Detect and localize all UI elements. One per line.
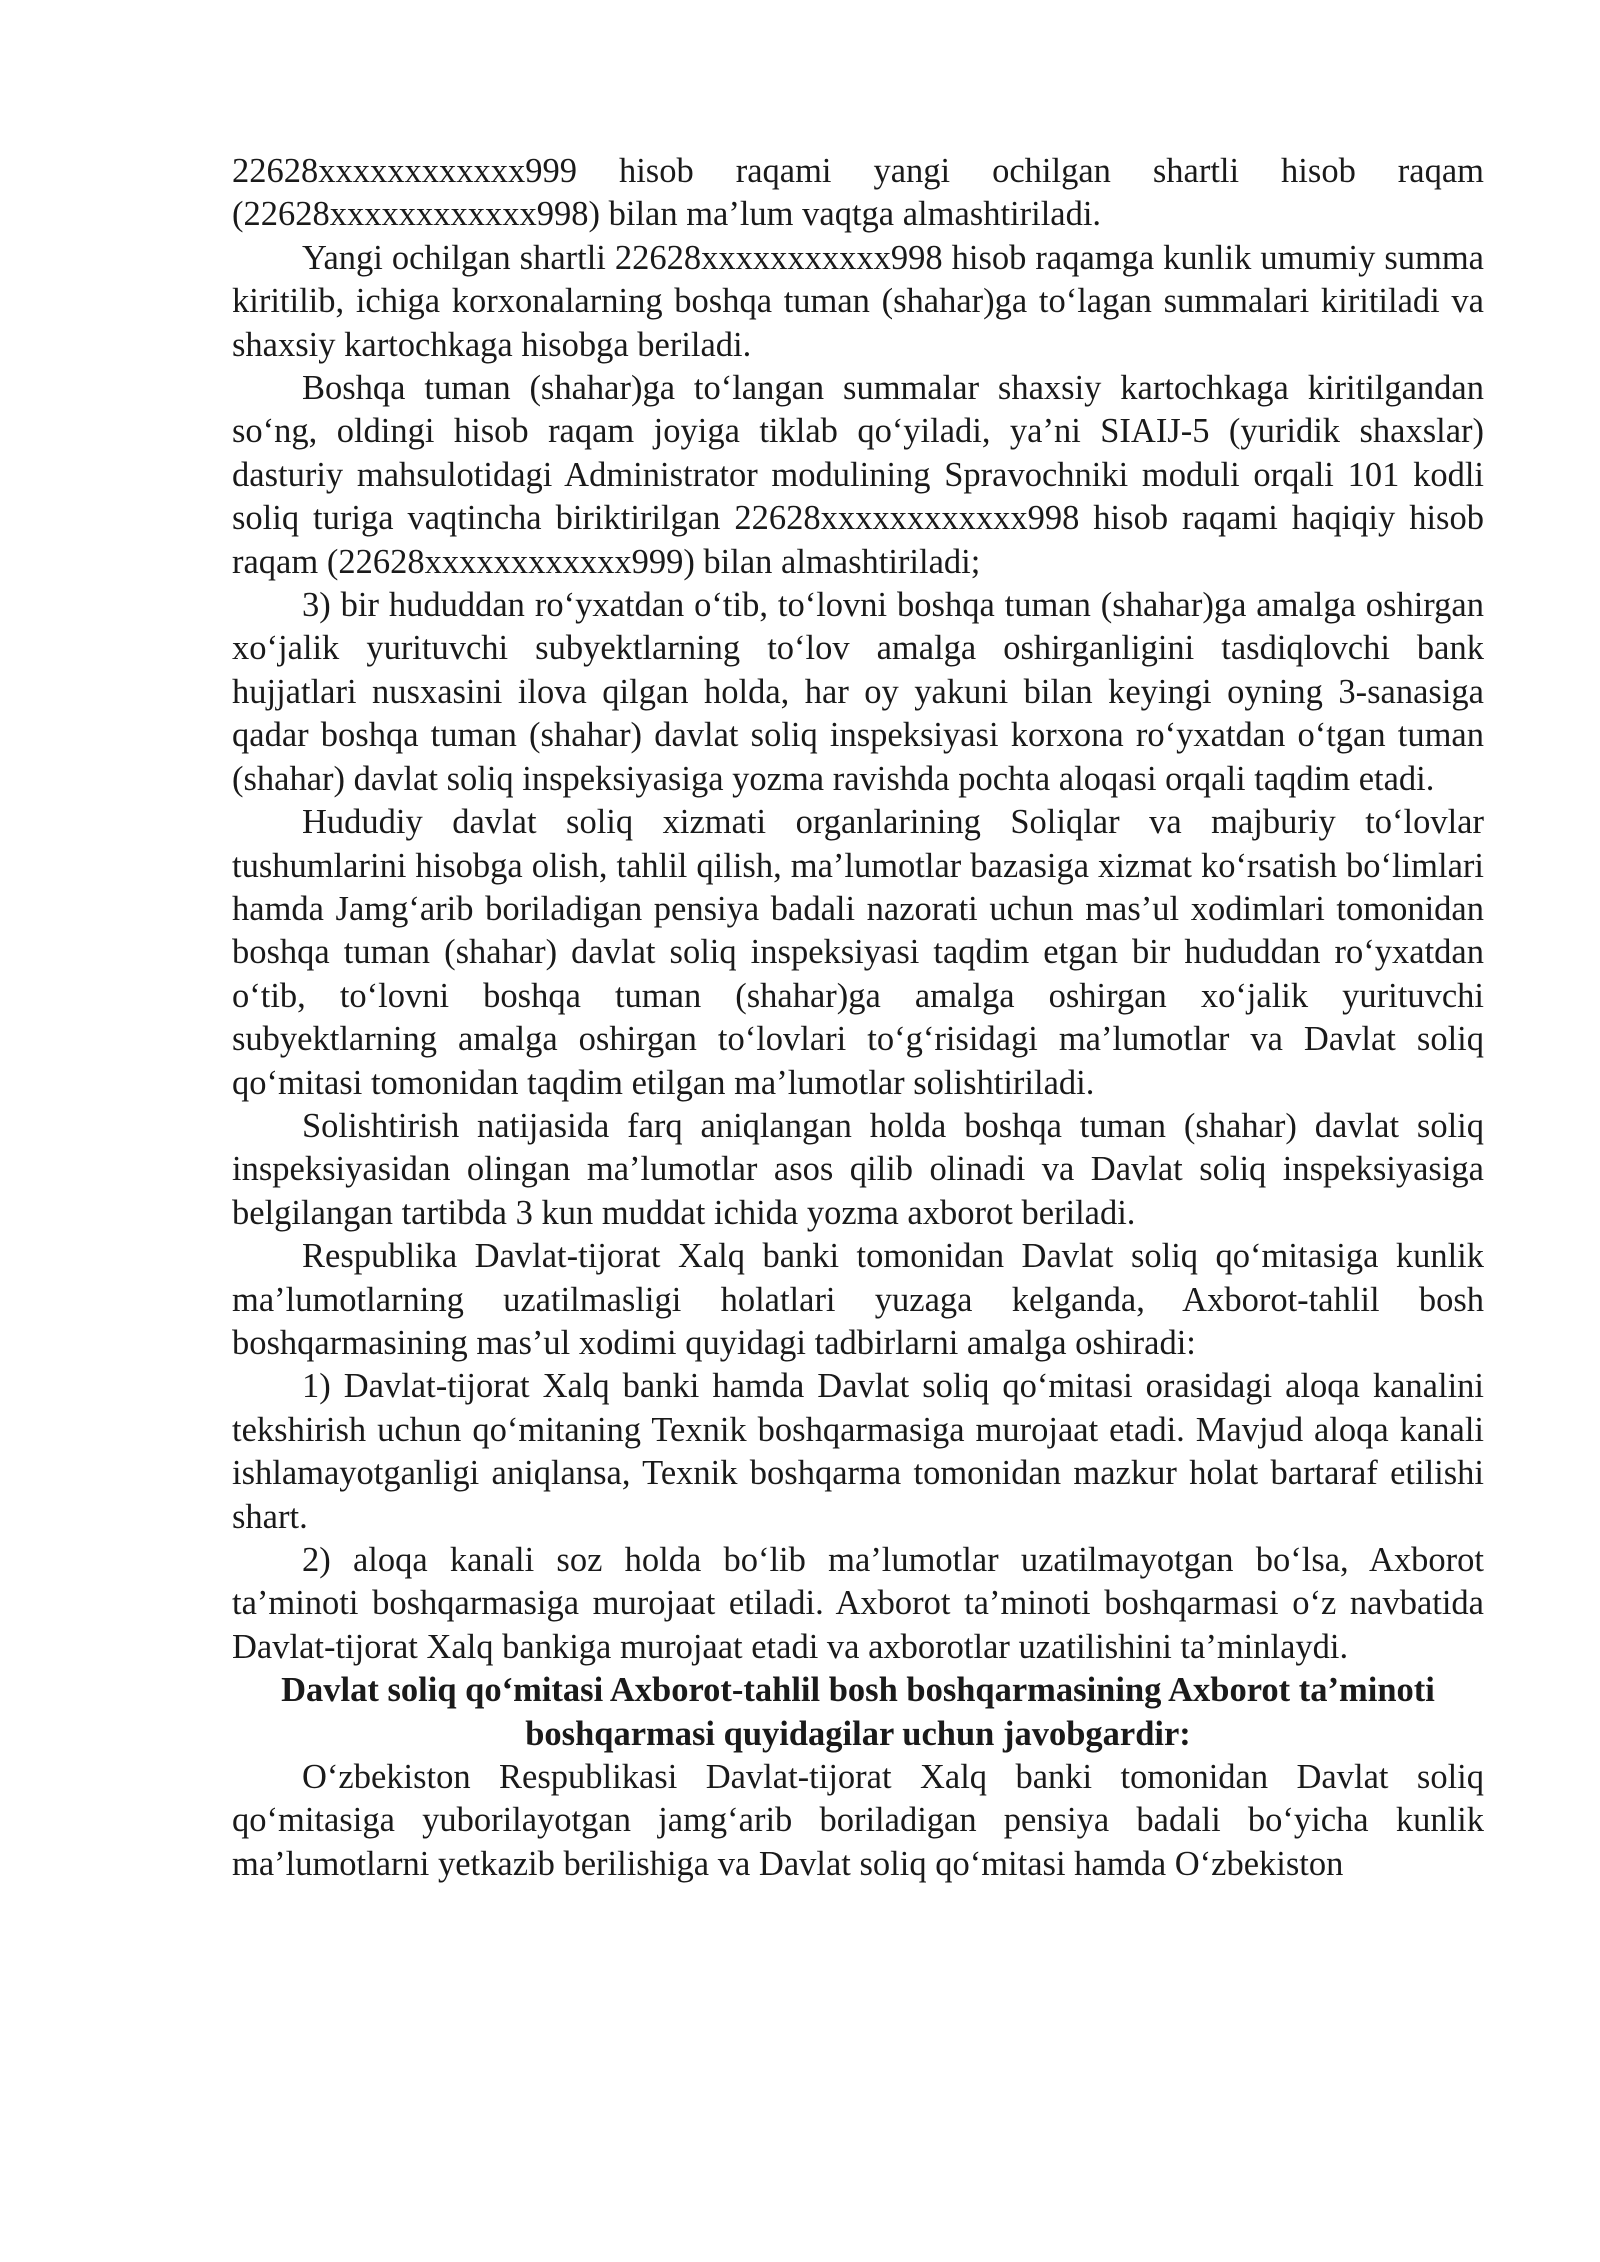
paragraph-final: O‘zbekiston Respublikasi Davlat-tijorat Xalq banki tomonidan Davlat soliq qo‘mitasiga yuborilayotgan jamg‘arib boriladigan pensiya badali bo‘yicha kunlik ma’lumotlarni yetkazib berilishiga va Davlat soliq qo‘mitasi hamda O‘zbekiston (232, 1758, 1484, 1883)
paragraph-bank-data-failure: Respublika Davlat-tijorat Xalq banki tomonidan Davlat soliq qo‘mitasiga kunlik ma’lumotlarning uzatilmasligi holatlari yuzaga kelganda, Axborot-tahlil bosh boshqarmasining mas’ul xodimi quyidagi tadbirlarni amalga oshiradi: (232, 1237, 1484, 1362)
paragraph-item-3: 3) bir hududdan ro‘yxatdan o‘tib, to‘lovni boshqa tuman (shahar)ga amalga oshirgan xo‘jalik yurituvchi subyektlarning to‘lov amalga oshirganligini tasdiqlovchi bank hujjatlari nusxasini ilova qilgan holda, har oy yakuni bilan keyingi oyning 3-sanasiga qadar boshqa tuman (shahar) davlat soliq inspeksiyasi korxona ro‘yxatdan o‘tgan tuman (shahar) davlat soliq inspeksiyasiga yozma ravishda pochta aloqasi orqali taqdim etadi. (232, 586, 1484, 798)
paragraph-discrepancy: Solishtirish natijasida farq aniqlangan holda boshqa tuman (shahar) davlat soliq inspeksiyasidan olingan ma’lumotlar asos qilib olinadi va Davlat soliq inspeksiyasiga belgilangan tartibda 3 kun muddat ichida yozma axborot beriladi. (232, 1106, 1484, 1232)
document-page (232, 150, 1484, 1886)
paragraph-item-1: 1) Davlat-tijorat Xalq banki hamda Davlat soliq qo‘mitasi orasidagi aloqa kanalini tekshirish uchun qo‘mitaning Texnik boshqarmasiga murojaat etadi. Mavjud aloqa kanali ishlamayotganligi aniqlansa, Texnik boshqarma tomonidan mazkur holat bartaraf etilishi shart. (232, 1367, 1484, 1536)
paragraph-account-replacement: 22628xxxxxxxxxxxx999 hisob raqami yangi ochilgan shartli hisob raqam (22628xxxxxxxxxxxx998) bilan ma’lum vaqtga almashtiriladi. (232, 152, 1484, 234)
paragraph-regional-reconciliation: Hududiy davlat soliq xizmati organlarining Soliqlar va majburiy to‘lovlar tushumlarini hisobga olish, tahlil qilish, ma’lumotlar bazasiga xizmat ko‘rsatish bo‘limlari hamda Jamg‘arib boriladigan pensiya badali nazorati uchun mas’ul xodimlari tomonidan boshqa tuman (shahar) davlat soliq inspeksiyasi taqdim etgan bir hududdan ro‘yxatdan o‘tib, to‘lovni boshqa tuman (shahar)ga amalga oshirgan xo‘jalik yurituvchi subyektlarning amalga oshirgan to‘lovlari to‘g‘risidagi ma’lumotlar va Davlat soliq qo‘mitasi tomonidan taqdim etilgan ma’lumotlar solishtiriladi. (232, 803, 1484, 1102)
paragraph-item-2: 2) aloqa kanali soz holda bo‘lib ma’lumotlar uzatilmayotgan bo‘lsa, Axborot ta’minoti boshqarmasiga murojaat etiladi. Axborot ta’minoti boshqarmasi o‘z navbatida Davlat-tijorat Xalq bankiga murojaat etadi va axborotlar uzatilishini ta’minlaydi. (232, 1541, 1484, 1666)
paragraph-account-restore: Boshqa tuman (shahar)ga to‘langan summalar shaxsiy kartochkaga kiritilgandan so‘ng, oldingi hisob raqam joyiga tiklab qo‘yiladi, ya’ni SIAIJ-5 (yuridik shaxslar) dasturiy mahsulotidagi Administrator modulining Spravochniki moduli orqali 101 kodli soliq turiga vaqtincha biriktirilgan 22628xxxxxxxxxxxx998 hisob raqami haqiqiy hisob raqam (22628xxxxxxxxxxxx999) bilan almashtiriladi; (232, 369, 1484, 581)
section-heading: Davlat soliq qo‘mitasi Axborot-tahlil bosh boshqarmasining Axborot ta’minoti boshqarmasi quyidagilar uchun javobgardir: (281, 1671, 1435, 1753)
paragraph-new-conditional-account: Yangi ochilgan shartli 22628xxxxxxxxxxx998 hisob raqamga kunlik umumiy summa kiritilib, ichiga korxonalarning boshqa tuman (shahar)ga to‘lagan summalari kiritiladi va shaxsiy kartochkaga hisobga beriladi. (232, 238, 1484, 364)
